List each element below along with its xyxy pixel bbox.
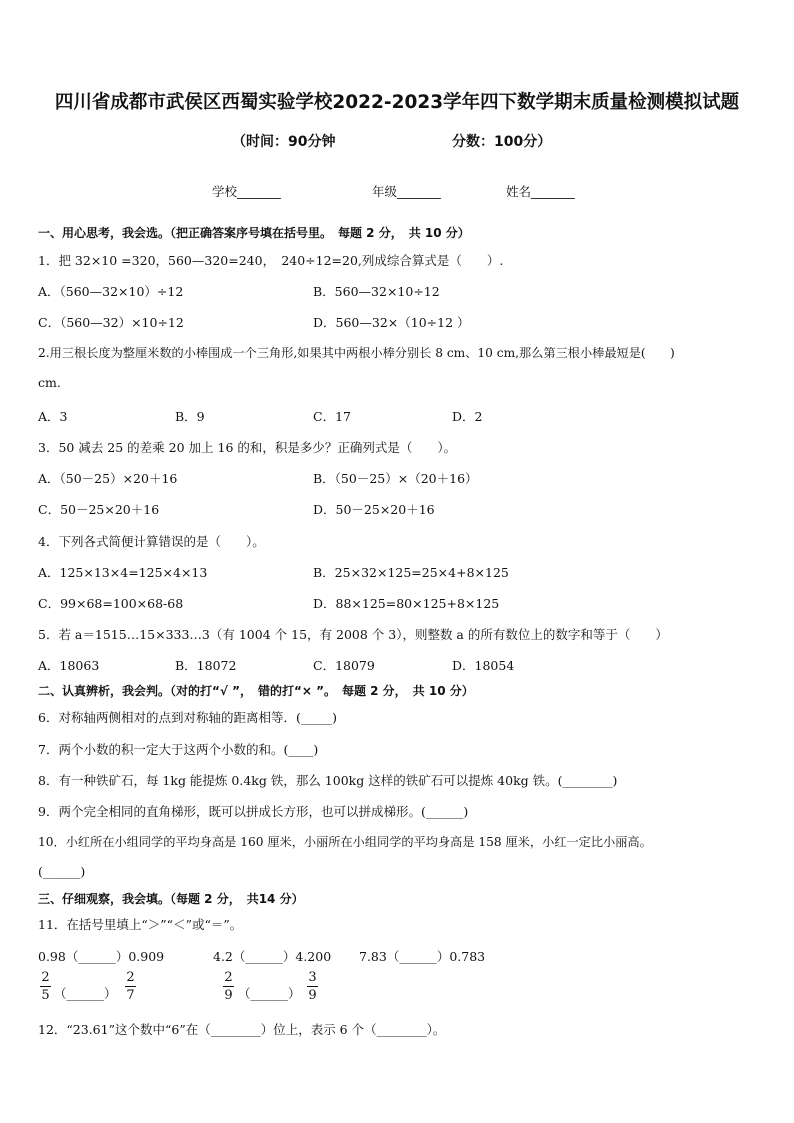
exam-time: （时间：90分钟 bbox=[232, 134, 336, 150]
fraction-numerator: 2 bbox=[224, 970, 233, 985]
q2-option-b: B．9 bbox=[175, 409, 205, 424]
fraction-denominator: 7 bbox=[126, 988, 135, 1003]
fraction-numerator: 3 bbox=[308, 970, 317, 985]
exam-score: 分数：100分） bbox=[452, 134, 552, 150]
question-9: 9．两个完全相同的直角梯形，既可以拼成长方形，也可以拼成梯形。(______) bbox=[38, 804, 469, 819]
fraction-numerator: 2 bbox=[126, 970, 135, 985]
q2-option-d: D．2 bbox=[452, 409, 483, 424]
q4-option-a: A．125×13×4=125×4×13 bbox=[38, 565, 208, 580]
question-11: 11．在括号里填上“＞”“＜”或“＝”。 bbox=[38, 917, 243, 932]
question-5: 5．若 a＝1515…15×333…3（有 1004 个 15，有 2008 个 3），则整数 a 的所有数位上的数字和等于（ ） bbox=[38, 627, 668, 642]
question-6: 6．对称轴两侧相对的点到对称轴的距离相等．(_____) bbox=[38, 710, 337, 725]
q4-option-d: D．88×125=80×125+8×125 bbox=[313, 596, 500, 611]
fraction-3-9 bbox=[307, 970, 318, 1003]
q11-compare-b: 4.2（______）4.200 bbox=[213, 949, 332, 964]
fraction-bar bbox=[307, 986, 318, 987]
question-8: 8．有一种铁矿石，每 1kg 能提炼 0.4kg 铁，那么 100kg 这样的铁矿石可以提炼 40kg 铁。(________) bbox=[38, 773, 618, 788]
fraction-denominator: 9 bbox=[308, 988, 317, 1003]
fraction-bar bbox=[223, 986, 234, 987]
q1-option-c: C．（560—32）×10÷12 bbox=[38, 315, 184, 330]
section-3-heading: 三、仔细观察，我会填。（每题 2 分， 共14 分） bbox=[38, 892, 304, 906]
question-2-continued: cm. bbox=[38, 375, 61, 390]
q3-option-d: D．50－25×20＋16 bbox=[313, 502, 435, 517]
q11-compare-c: 7.83（______）0.783 bbox=[359, 949, 486, 964]
question-10: 10．小红所在小组同学的平均身高是 160 厘米，小丽所在小组同学的平均身高是 158 厘米，小红一定比小丽高。 bbox=[38, 835, 652, 849]
question-10-continued: (______) bbox=[38, 864, 86, 879]
question-1: 1．把 32×10 =320，560—320=240， 240÷12=20,列成综合算式是（ ）. bbox=[38, 253, 504, 268]
question-4: 4．下列各式简便计算错误的是（ ）。 bbox=[38, 534, 265, 549]
section-1-heading: 一、用心思考，我会选。（把正确答案序号填在括号里。 每题 2 分， 共 10 分） bbox=[38, 226, 470, 240]
fraction-denominator: 5 bbox=[41, 988, 50, 1003]
fraction-denominator: 9 bbox=[224, 988, 233, 1003]
q11-blank-d: （______） bbox=[54, 986, 117, 1001]
fraction-2-9 bbox=[223, 970, 234, 1003]
q3-option-a: A．（50－25）×20＋16 bbox=[38, 471, 178, 486]
q5-option-c: C．18079 bbox=[313, 658, 375, 673]
question-2: 2.用三根长度为整厘米数的小棒围成一个三角形,如果其中两根小棒分别长 8 cm、10 cm,那么第三根小棒最短是( ) bbox=[38, 346, 675, 360]
q1-option-a: A．（560—32×10）÷12 bbox=[38, 284, 184, 299]
question-12: 12．“23.61”这个数中“6”在（________）位上，表示 6 个（________）。 bbox=[38, 1022, 446, 1037]
q1-option-b: B．560—32×10÷12 bbox=[313, 284, 440, 299]
q5-option-a: A．18063 bbox=[38, 658, 100, 673]
q11-compare-a: 0.98（______）0.909 bbox=[38, 949, 165, 964]
section-2-heading: 二、认真辨析，我会判。（对的打“√ ”， 错的打“× ”。 每题 2 分， 共 10 分） bbox=[38, 684, 474, 698]
q5-option-d: D．18054 bbox=[452, 658, 515, 673]
fraction-bar bbox=[40, 986, 51, 987]
q4-option-c: C．99×68=100×68-68 bbox=[38, 596, 184, 611]
q4-option-b: B．25×32×125=25×4+8×125 bbox=[313, 565, 509, 580]
grade-field: 年级_______ bbox=[372, 184, 441, 199]
school-field: 学校_______ bbox=[212, 184, 281, 199]
q11-blank-e: （______） bbox=[238, 986, 301, 1001]
exam-title: 四川省成都市武侯区西蜀实验学校2022-2023学年四下数学期末质量检测模拟试题 bbox=[54, 92, 740, 113]
q3-option-b: B．（50－25）×（20＋16） bbox=[313, 471, 478, 486]
q3-option-c: C．50－25×20＋16 bbox=[38, 502, 160, 517]
question-7: 7．两个小数的积一定大于这两个小数的和。(____) bbox=[38, 742, 319, 757]
fraction-2-5 bbox=[40, 970, 51, 1003]
fraction-bar bbox=[125, 986, 136, 987]
q5-option-b: B．18072 bbox=[175, 658, 237, 673]
fraction-2-7 bbox=[125, 970, 136, 1003]
q1-option-d: D．560—32×（10÷12 ） bbox=[313, 315, 470, 330]
q2-option-a: A．3 bbox=[38, 409, 68, 424]
fraction-numerator: 2 bbox=[41, 970, 50, 985]
name-field: 姓名_______ bbox=[506, 184, 575, 199]
question-3: 3．50 减去 25 的差乘 20 加上 16 的和，积是多少？正确列式是（ ）。 bbox=[38, 440, 457, 455]
q2-option-c: C．17 bbox=[313, 409, 351, 424]
